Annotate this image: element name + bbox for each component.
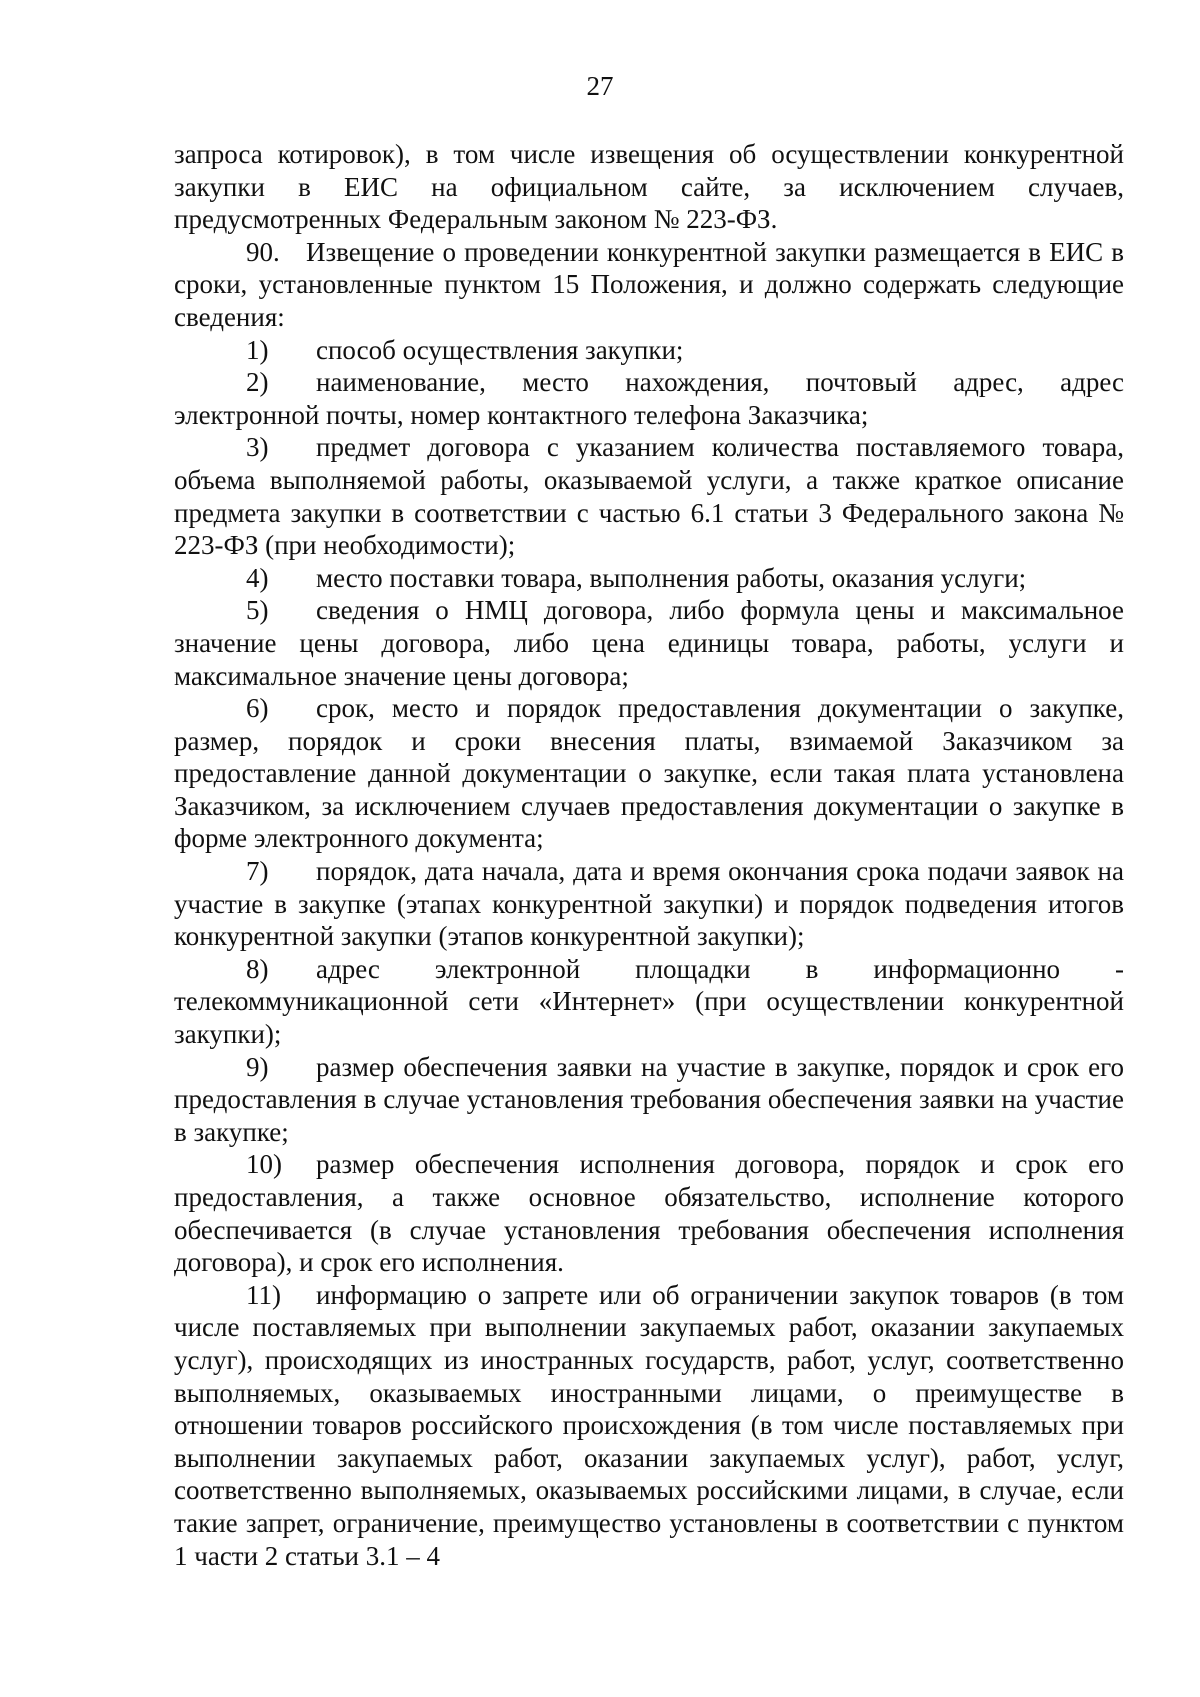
list-item-text: место поставки товара, выполнения работы, оказания услуги; (316, 562, 1027, 593)
list-item (174, 855, 1124, 953)
list-item-number: 11) (246, 1279, 281, 1310)
list-item-text: информацию о запрете или об ограничении закупок товаров (в том числе поставляемых при выполнении закупаемых работ, оказании закупаемых услуг), происходящих из иностранных государств, работ, услуг, соответственно выполняемых, оказываемых иностранными лицами, о преимуществе в отношении товаров российского происхождения (в том числе поставляемых при выполнении закупаемых работ, оказании закупаемых услуг), работ, услуг, соответственно выполняемых, оказываемых российскими лицами, в случае, если такие запрет, ограничение, преимущество установлены в соответствии с пунктом 1 части 2 статьи 3.1 – 4 (174, 1279, 1124, 1571)
list-item-number: 2) (246, 367, 269, 398)
list-item (174, 1279, 1124, 1572)
list-item-number: 5) (246, 595, 269, 626)
list-item (174, 953, 1124, 1051)
list-item-text: порядок, дата начала, дата и время окончания срока подачи заявок на участие в закупке (этапах конкурентной закупки) и порядок подведения итогов конкурентной закупки (этапов конкурентной закупки); (174, 856, 1124, 952)
clause-90 (174, 236, 1124, 334)
list-item (174, 1051, 1124, 1149)
clause-number: 90. (246, 236, 280, 267)
list-item-number: 8) (246, 953, 269, 984)
list-item-number: 9) (246, 1051, 269, 1082)
page-number: 27 (586, 71, 614, 101)
list-item-number: 1) (246, 334, 269, 365)
list-item-number: 3) (246, 432, 269, 463)
list-item-text: сведения о НМЦ договора, либо формула цены и максимальное значение цены договора, либо цена единицы товара, работы, услуги и максимальное значение цены договора; (174, 595, 1124, 691)
list-item-number: 10) (246, 1149, 282, 1180)
list-item (174, 334, 1124, 367)
list-item-number: 7) (246, 856, 269, 887)
list-item-text: наименование, место нахождения, почтовый адрес, адрес электронной почты, номер контактного телефона Заказчика; (174, 367, 1124, 430)
list-item-number: 4) (246, 562, 269, 593)
list-item (174, 692, 1124, 855)
list-item-text: адрес электронной площадки в информационно - телекоммуникационной сети «Интернет» (при осуществлении конкурентной закупки); (174, 953, 1124, 1050)
paragraph-continuation (174, 138, 1124, 236)
list-item (174, 431, 1124, 561)
list-item-text: размер обеспечения заявки на участие в закупке, порядок и срок его предоставления в случае установления требования обеспечения заявки на участие в закупке; (174, 1051, 1124, 1147)
list-item-text: способ осуществления закупки; (316, 334, 684, 365)
list-item (174, 366, 1124, 431)
list-item-text: срок, место и порядок предоставления документации о закупке, размер, порядок и сроки внесения платы, взимаемой Заказчиком за предоставление данной документации о закупке, если такая плата установлена Заказчиком, за исключением случаев предоставления документации о закупке в форме электронного документа; (174, 693, 1124, 854)
paragraph-text: запроса котировок), в том числе извещения об осуществлении конкурентной закупки в ЕИС на официальном сайте, за исключением случаев, предусмотренных Федеральным законом № 223-ФЗ. (174, 139, 1124, 235)
list-item (174, 594, 1124, 692)
clause-text: Извещение о проведении конкурентной закупки размещается в ЕИС в сроки, установленные пунктом 15 Положения, и должно содержать следующие сведения: (174, 236, 1124, 332)
list-item (174, 562, 1124, 595)
list-item-number: 6) (246, 693, 269, 724)
list-item-text: размер обеспечения исполнения договора, порядок и срок его предоставления, а также основное обязательство, исполнение которого обеспечивается (в случае установления требования обеспечения исполнения договора), и срок его исполнения. (174, 1149, 1124, 1278)
list-item (174, 1148, 1124, 1278)
document-body (174, 138, 1124, 1572)
list-item-text: предмет договора с указанием количества поставляемого товара, объема выполняемой работы, оказываемой услуги, а также краткое описание предмета закупки в соответствии с частью 6.1 статьи 3 Федерального закона № 223-ФЗ (при необходимости); (174, 432, 1124, 561)
